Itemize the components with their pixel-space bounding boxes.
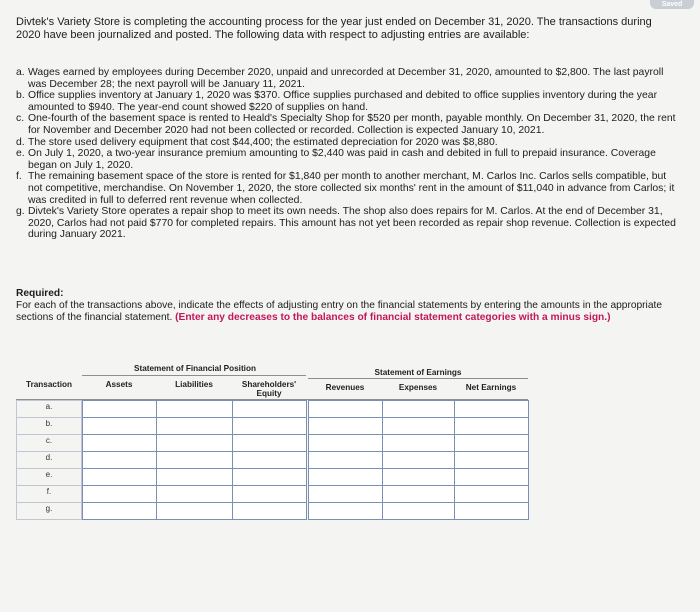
input-liabilities-d[interactable] xyxy=(156,451,233,469)
input-revenues-e[interactable] xyxy=(308,468,383,486)
input-assets-c[interactable] xyxy=(82,434,157,452)
list-item xyxy=(16,206,676,241)
col-header-liabilities: Liabilities xyxy=(175,380,213,389)
input-assets-e[interactable] xyxy=(82,468,157,486)
input-revenues-d[interactable] xyxy=(308,451,383,469)
item-letter: g. xyxy=(16,206,25,218)
item-letter: b. xyxy=(16,90,25,102)
header-rule-earnings xyxy=(308,378,528,379)
list-item xyxy=(16,113,676,136)
input-assets-b[interactable] xyxy=(82,417,157,435)
input-revenues-a[interactable] xyxy=(308,400,383,418)
input-net-earnings-g[interactable] xyxy=(454,502,529,520)
input-shareholders-equity-a[interactable] xyxy=(232,400,307,418)
input-liabilities-a[interactable] xyxy=(156,400,233,418)
saved-status-label: Saved xyxy=(661,1,683,8)
input-assets-g[interactable] xyxy=(82,502,157,520)
item-text: Office supplies inventory at January 1, 2020 was $370. Office supplies purchased and debited to office supplies inventory during the year amounted to $940. The year-end count showed $220 of supplies on hand. xyxy=(28,90,658,113)
item-text: The remaining basement space of the store is rented for $1,840 per month to another merchant, M. Carlos Inc. Carlos sells compatible, but not competitive, merchandise. On November 1, 2020, the store collected six months' rent in the amount of $11,040 in advance from Carlos; it was credited in full to deferred rent revenue when collected. xyxy=(28,171,675,206)
list-item xyxy=(16,148,676,171)
input-shareholders-equity-g[interactable] xyxy=(232,502,307,520)
item-text: One-fourth of the basement space is rented to Heald's Specialty Shop for $520 per month, payable monthly. On December 31, 2020, the rent for November and December 2020 had not been collected or recorded. Collection is expected January 10, 2021. xyxy=(28,113,676,136)
input-liabilities-g[interactable] xyxy=(156,502,233,520)
input-expenses-g[interactable] xyxy=(382,502,455,520)
input-assets-a[interactable] xyxy=(82,400,157,418)
col-header-net-earnings: Net Earnings xyxy=(465,383,517,392)
input-expenses-e[interactable] xyxy=(382,468,455,486)
row-label: b. xyxy=(45,419,53,428)
input-net-earnings-c[interactable] xyxy=(454,434,529,452)
input-net-earnings-f[interactable] xyxy=(454,485,529,503)
item-letter: f. xyxy=(16,171,22,183)
input-assets-f[interactable] xyxy=(82,485,157,503)
col-header-shareholders-equity: Shareholders' Equity xyxy=(241,380,297,398)
input-liabilities-b[interactable] xyxy=(156,417,233,435)
input-net-earnings-d[interactable] xyxy=(454,451,529,469)
input-shareholders-equity-c[interactable] xyxy=(232,434,307,452)
input-shareholders-equity-e[interactable] xyxy=(232,468,307,486)
input-assets-d[interactable] xyxy=(82,451,157,469)
saved-status-badge xyxy=(650,0,694,9)
required-instructions: For each of the transactions above, indicate the effects of adjusting entry on the financial statements by entering the amounts in the appropriate sections of the financial statement. xyxy=(16,299,662,323)
header-rule-position xyxy=(82,375,306,376)
input-liabilities-c[interactable] xyxy=(156,434,233,452)
input-revenues-g[interactable] xyxy=(308,502,383,520)
item-letter: c. xyxy=(16,113,25,125)
input-net-earnings-a[interactable] xyxy=(454,400,529,418)
input-expenses-a[interactable] xyxy=(382,400,455,418)
list-item xyxy=(16,137,676,149)
input-expenses-b[interactable] xyxy=(382,417,455,435)
row-label: e. xyxy=(45,470,53,479)
input-expenses-c[interactable] xyxy=(382,434,455,452)
item-letter: d. xyxy=(16,136,25,148)
input-liabilities-e[interactable] xyxy=(156,468,233,486)
list-item xyxy=(16,90,676,113)
required-heading: Required: xyxy=(16,288,64,299)
row-label: a. xyxy=(45,402,53,411)
effects-table xyxy=(16,361,672,519)
input-expenses-d[interactable] xyxy=(382,451,455,469)
item-letter: a. xyxy=(16,67,25,78)
row-label: g. xyxy=(45,504,53,513)
problem-intro: Divtek's Variety Store is completing the accounting process for the year just ended on December 31, 2020. The transactions during 2020 have been journalized and posted. The following data with respect to adjusting entries are available: xyxy=(16,16,652,41)
list-item xyxy=(16,171,676,206)
item-text: On July 1, 2020, a two-year insurance premium amounting to $2,440 was paid in cash and debited in full to prepaid insurance. Coverage began on July 1, 2020. xyxy=(28,148,656,171)
input-expenses-f[interactable] xyxy=(382,485,455,503)
input-revenues-f[interactable] xyxy=(308,485,383,503)
col-header-revenues: Revenues xyxy=(325,383,365,392)
input-shareholders-equity-f[interactable] xyxy=(232,485,307,503)
input-net-earnings-b[interactable] xyxy=(454,417,529,435)
item-text: The store used delivery equipment that cost $44,400; the estimated depreciation for 2020 was $8,880. xyxy=(28,136,498,148)
group-header-earnings: Statement of Earnings xyxy=(374,368,462,377)
input-shareholders-equity-b[interactable] xyxy=(232,417,307,435)
required-emphasis: (Enter any decreases to the balances of financial statement categories with a minus sign.) xyxy=(175,311,611,323)
input-net-earnings-e[interactable] xyxy=(454,468,529,486)
row-label: d. xyxy=(45,453,53,462)
transaction-list xyxy=(16,67,676,241)
row-label: f. xyxy=(46,487,52,496)
item-letter: e. xyxy=(16,148,25,160)
col-header-assets: Assets xyxy=(105,380,133,389)
row-label: c. xyxy=(45,436,53,445)
item-text: Divtek's Variety Store operates a repair shop to meet its own needs. The shop also does repairs for M. Carlos. At the end of December 31, 2020, Carlos had not paid $770 for completed repairs. This amount has not yet been recorded as repair shop revenue. Collection is expected during January 2021. xyxy=(28,206,676,241)
input-liabilities-f[interactable] xyxy=(156,485,233,503)
input-shareholders-equity-d[interactable] xyxy=(232,451,307,469)
group-header-financial-position: Statement of Financial Position xyxy=(134,364,256,373)
required-section xyxy=(16,288,676,323)
item-text: Wages earned by employees during December 2020, unpaid and unrecorded at December 31, 2020, amounted to $2,800. The last payroll was December 28; the next payroll will be January 11, 2021. xyxy=(28,67,664,90)
input-revenues-b[interactable] xyxy=(308,417,383,435)
list-item xyxy=(16,67,676,90)
input-revenues-c[interactable] xyxy=(308,434,383,452)
col-header-expenses: Expenses xyxy=(398,383,438,392)
col-header-transaction: Transaction xyxy=(26,380,72,389)
